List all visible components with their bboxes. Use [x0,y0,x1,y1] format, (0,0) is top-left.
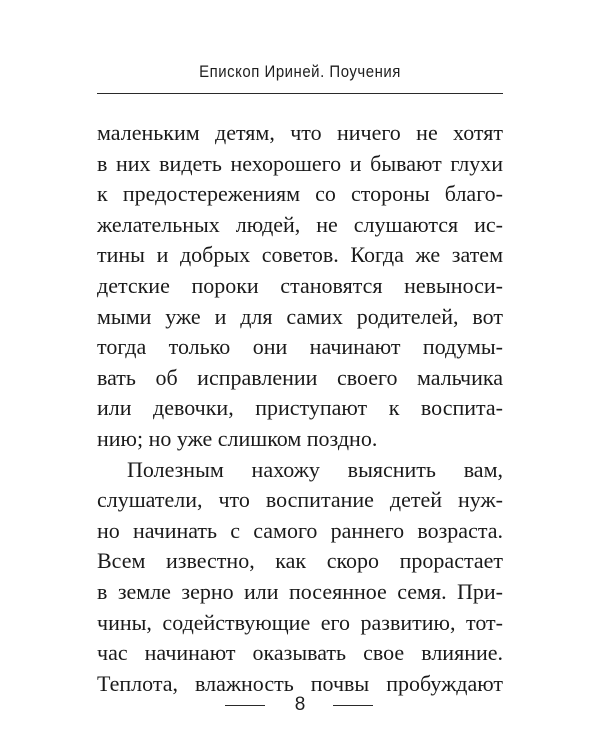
text-line: детские пороки становятся невыноси- [97,272,503,298]
text-line: тины и добрых советов. Когда же затем [97,242,503,268]
text-line: Всем известно, как скоро прорастает [97,548,503,574]
text-line: но начинать с самого раннего возраста. [97,517,503,543]
page-number: 8 [294,694,306,715]
text-line: желательных людей, не слушаются ис- [97,211,503,237]
text-line: чины, содействующие его развитию, тот- [97,609,503,635]
folio-dash-right [333,705,373,706]
text-line: тогда только они начинают подумы- [97,334,503,360]
text-line: или девочки, приступают к воспита- [97,395,503,421]
text-line: Теплота, влажность почвы пробуждают [97,670,503,696]
text-line: маленьким детям, что ничего не хотят [97,120,503,145]
page-body-text [97,118,503,699]
text-line: в них видеть нехорошего и бывают глухи [97,150,503,176]
text-line: вать об исправлении своего мальчика [97,364,503,390]
running-head-title: Епископ Ириней. Поучения [199,62,401,81]
paragraph-start-line: Полезным нахожу выяснить вам, [127,456,503,482]
folio-dash-left [225,705,265,706]
text-line: в земле зерно или посеянное семя. При- [97,578,503,604]
text-line: мыми уже и для самих родителей, вот [97,303,503,329]
text-line: к предостережениям со стороны благо- [97,181,503,207]
text-line: час начинают оказывать свое влияние. [97,640,503,666]
header-rule [97,93,503,94]
text-line: слушатели, что воспитание детей нуж- [97,487,503,513]
page-footer [0,694,600,718]
paragraph-end-line: нию; но уже слишком поздно. [97,425,378,451]
